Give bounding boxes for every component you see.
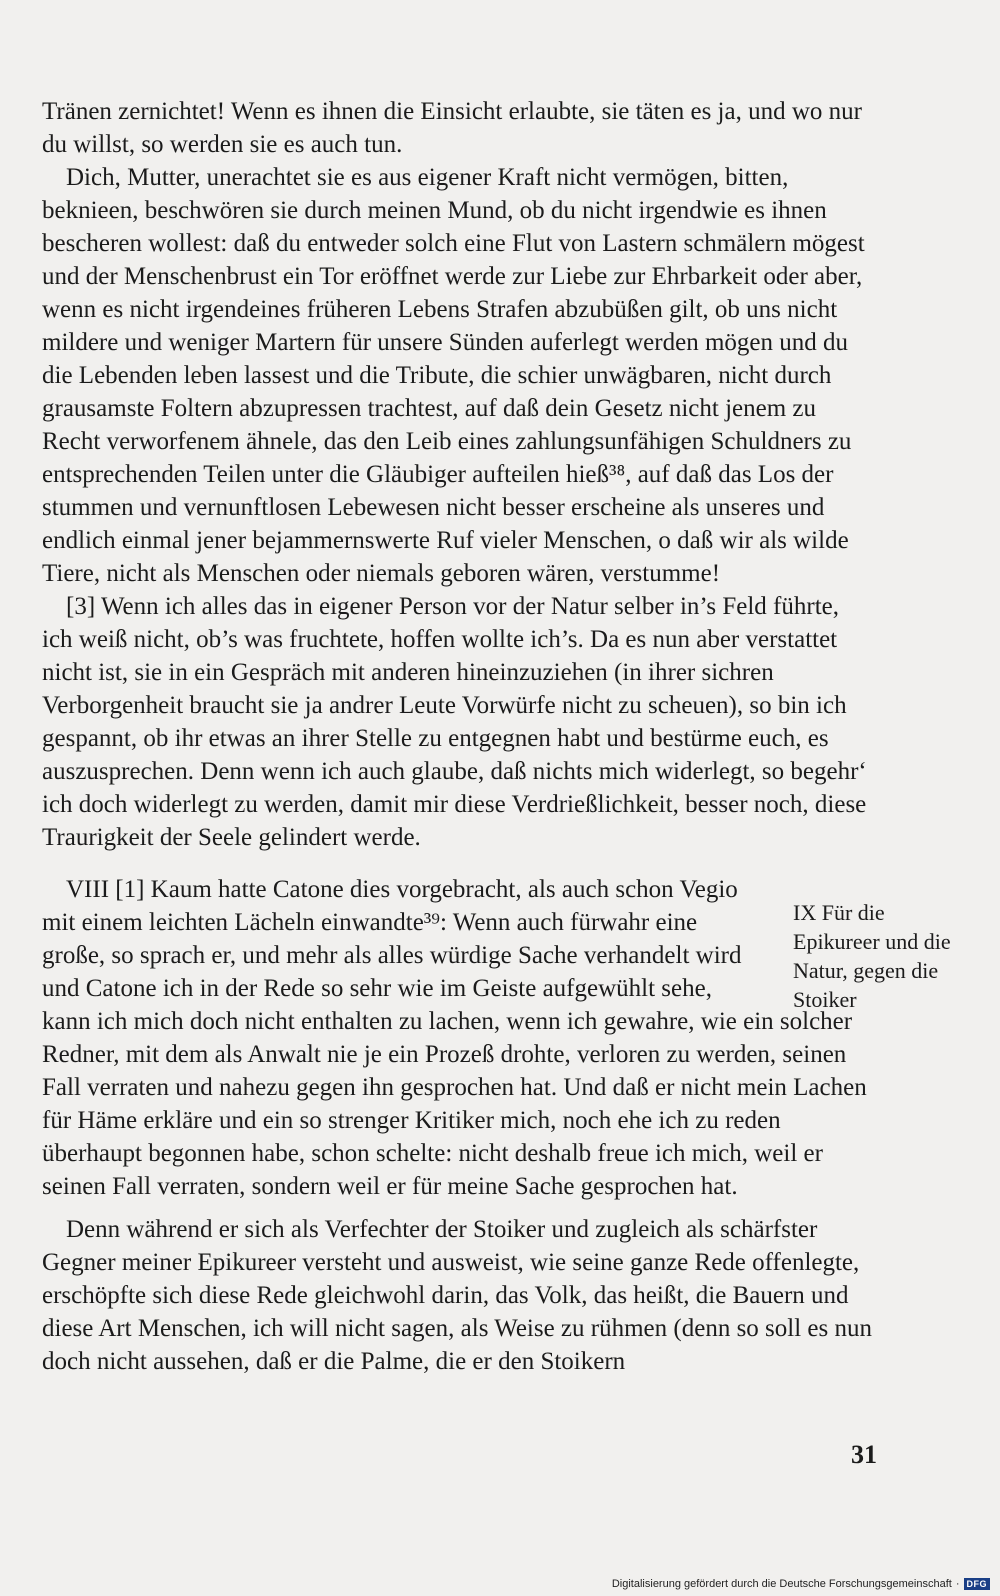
page-number: 31	[851, 1440, 877, 1469]
paragraph: Denn während er sich als Verfechter der Stoiker und zugleich als schärfster Gegner meiner Epikureer versteht und ausweist, wie seine ganze Rede offenlegte, erschöpfte sich diese Rede gleichwohl darin, das Volk, das heißt, die Bauern und diese Art Menschen, ich will nicht sagen, als Weise zu rühmen (denn so soll es nun doch nicht aussehen, daß er die Palme, die er den Stoikern	[42, 1216, 872, 1375]
paragraph: VIII [1] Kaum hatte Catone dies vorgebracht, als auch schon Vegio mit einem leichten Lächeln einwandte³⁹: Wenn auch fürwahr eine große, so sprach er, und mehr als alles würdige Sache verhandelt wird und Catone ich in der Rede so sehr wie im Geiste aufgewühlt sehe, kann ich mich doch nicht enthalten zu lachen, wenn ich gewahre, wie ein solcher Redner, mit dem als Anwalt nie je ein Prozeß drohte, verloren zu werden, seinen Fall verraten und nahezu gegen ihn gesprochen hat. Und daß er nicht mein Lachen für Häme erkläre und ein so strenger Kritiker mich, noch ehe ich zu reden überhaupt begonnen habe, schon schelte: nicht deshalb freue ich mich, weil er seinen Fall verraten, sondern weil er für meine Sache gesprochen hat.	[42, 873, 872, 1203]
main-text-upper	[42, 95, 872, 854]
footer-text: Digitalisierung gefördert durch die Deutsche Forschungsgemeinschaft	[611, 1578, 952, 1590]
main-text-lower	[42, 873, 872, 1378]
dfg-logo-icon: DFG	[964, 1578, 991, 1590]
margin-note: IX Für die Epikureer und die Natur, gegen die Stoiker	[793, 900, 951, 1012]
paragraph: [3] Wenn ich alles das in eigener Person vor der Natur selber in’s Feld führte, ich weiß nicht, ob’s was fruchtete, hoffen wollte ich’s. Da es nun aber verstattet nicht ist, sie in ein Gespräch mit anderen hineinzuziehen (in ihrer sichren Verborgenheit braucht sie ja andrer Leute Vorwürfe nicht zu scheuen), so bin ich gespannt, ob ihr etwas an ihrer Stelle zu entgegnen habt und bestürme euch, es auszusprechen. Denn wenn ich auch glaube, daß nichts mich widerlegt, so begehr‘ ich doch widerlegt zu werden, damit mir diese Verdrießlichkeit, besser noch, diese Traurigkeit der Seele gelindert werde.	[42, 593, 867, 851]
footer-credit: Digitalisierung gefördert durch die Deutsche Forschungsgemeinschaft · DFG	[612, 1578, 990, 1590]
paragraph: Dich, Mutter, unerachtet sie es aus eigener Kraft nicht vermögen, bitten, beknieen, beschwören sie durch meinen Mund, ob du nicht irgendwie es ihnen bescheren wollest: daß du entweder solch eine Flut von Lastern schmälern mögest und der Menschenbrust ein Tor eröffnet werde zur Liebe zur Ehrbarkeit oder aber, wenn es nicht irgendeines früheren Lebens Strafen abzubüßen gilt, ob uns nicht mildere und weniger Martern für unsere Sünden auferlegt werden mögen und du die Lebenden leben lassest und die Tribute, die schier unwägbaren, nicht durch grausamste Foltern abzupressen trachtest, auf daß dein Gesetz nicht jenem zu Recht verworfenem ähnele, das den Leib eines zahlungsunfähigen Schuldners zu entsprechenden Teilen unter die Gläubiger aufteilen hieß³⁸, auf daß das Los der stummen und vernunftlosen Lebewesen nicht besser erscheine als unseres und endlich einmal jener bejammernswerte Ruf vieler Menschen, o daß wir als wilde Tiere, nicht als Menschen oder niemals geboren wären, verstumme!	[42, 164, 865, 587]
paragraph: Tränen zernichtet! Wenn es ihnen die Einsicht erlaubte, sie täten es ja, und wo nur du willst, so werden sie es auch tun.	[42, 98, 862, 158]
